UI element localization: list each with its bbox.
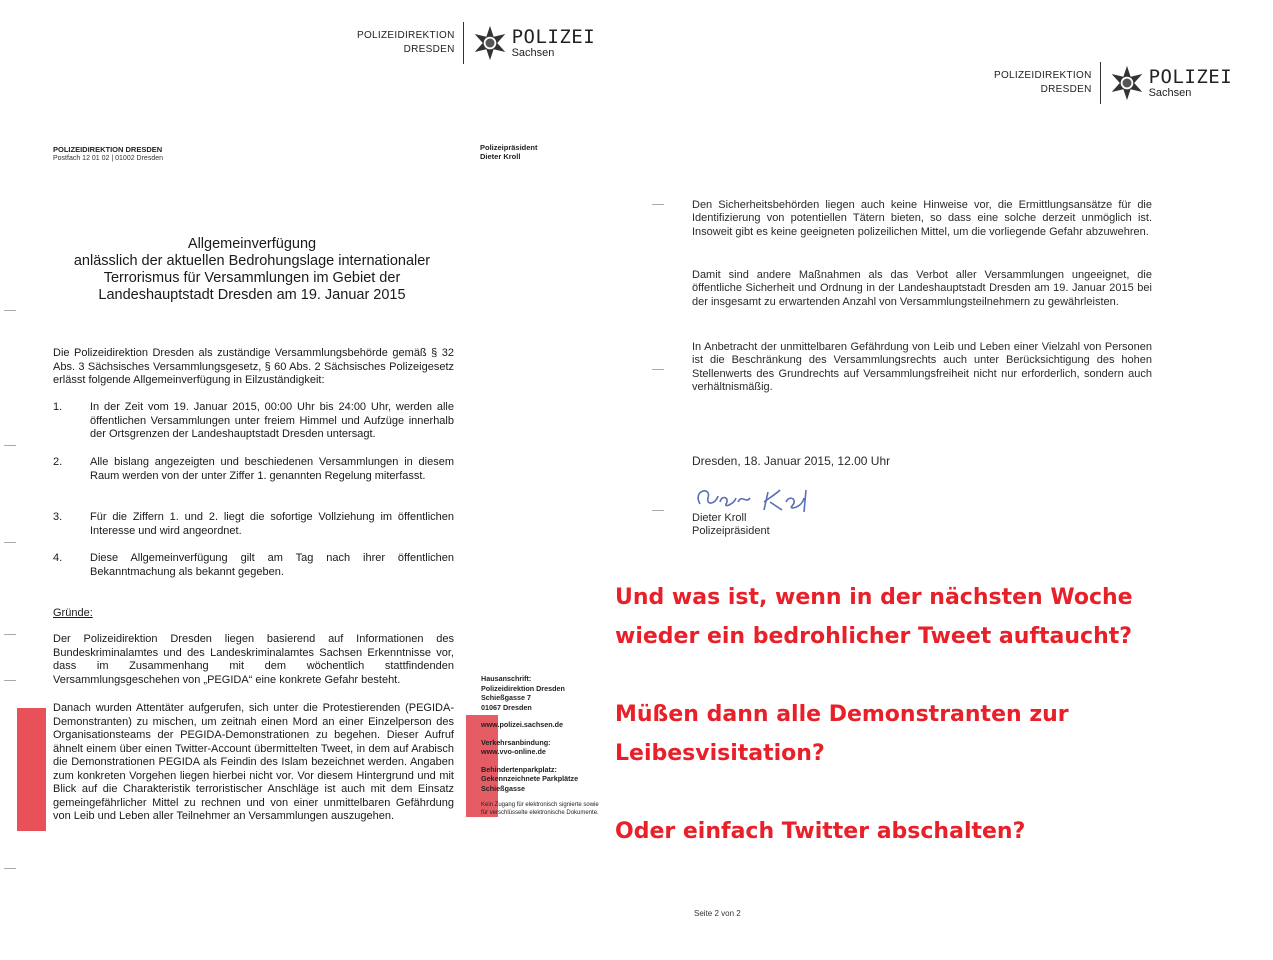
parking-line-1: Gekennzeichnete Parkplätze: [481, 774, 579, 783]
police-star-icon: [472, 25, 508, 61]
signer-name: Dieter Kroll: [692, 512, 747, 524]
list-item-text: In der Zeit vom 19. Januar 2015, 00:00 Uhr bis 24:00 Uhr, werden alle öffentlichen Versammlungen unter freiem Himmel und Aufzüge innerhalb der Ortsgrenzen der Landeshauptstadt Dresden untersagt.: [90, 401, 454, 440]
margin-tick: [4, 680, 16, 681]
page2-date: Dresden, 18. Januar 2015, 12.00 Uhr: [692, 454, 891, 468]
logo-polizei-right: [994, 62, 1232, 104]
signer-block: [692, 512, 770, 539]
question-2-line-1: Müßen dann alle Demonstranten zur: [615, 702, 1069, 727]
website-link[interactable]: www.polizei.sachsen.de: [481, 720, 564, 729]
page2-paragraph-3: In Anbetracht der unmittelbaren Gefährdung von Leib und Leben einer Vielzahl von Personen ist die Beschränkung des Versammlungsrechts auch unter Berücksichtigung des hohen Stellenwerts des Grundrechts auf Versammlungsfreiheit nicht nur erforderlich, sondern auch verhältnismäßig.: [692, 341, 1152, 393]
logo-department-text: [357, 29, 455, 57]
margin-tick: [652, 204, 664, 205]
logo-brand-name: POLIZEI: [1148, 66, 1233, 88]
address-label: Hausanschrift:: [481, 674, 532, 683]
logo-brand-sub: Sachsen: [511, 47, 555, 59]
sender-address: Postfach 12 01 02 | 01002 Dresden: [53, 155, 164, 162]
margin-tick: [652, 369, 664, 370]
list-item-text: Für die Ziffern 1. und 2. liegt die sofortige Vollziehung im öffentlichen Interesse und wird angeordnet.: [90, 511, 454, 537]
police-star-icon: [1109, 65, 1145, 101]
list-item-text: Alle bislang angezeigten und beschiedenen Versammlungen in diesem Raum werden von der unter Ziffer 1. genannten Regelung miterfasst.: [90, 456, 454, 482]
transit-link[interactable]: www.vvo-online.de: [481, 747, 546, 756]
logo-brand: [1149, 67, 1233, 99]
title-line-1: Allgemeinverfügung: [187, 236, 317, 252]
title-line-3: Terrorismus für Versammlungen im Gebiet der: [103, 270, 401, 286]
address-line-3: 01067 Dresden: [481, 702, 532, 712]
list-item-3: [53, 511, 454, 538]
question-1-line-1: Und was ist, wenn in der nächsten Woche: [615, 585, 1133, 610]
president-name: Dieter Kroll: [480, 152, 521, 161]
margin-tick: [652, 510, 664, 511]
title-line-2: anlässlich der aktuellen Bedrohungslage internationaler: [73, 253, 431, 269]
commentary-question-1: [615, 578, 1133, 656]
document-title: [52, 236, 452, 304]
logo-brand-name: POLIZEI: [511, 26, 596, 48]
list-item-number: 2.: [53, 456, 63, 468]
margin-tick: [4, 542, 16, 543]
list-item-number: 3.: [53, 511, 63, 523]
margin-tick: [4, 445, 16, 446]
question-1-line-2: wieder ein bedrohlicher Tweet auftaucht?: [615, 624, 1133, 649]
logo-line-2: DRESDEN: [403, 44, 455, 55]
list-item-1: [53, 401, 454, 442]
logo-brand: [512, 27, 596, 59]
section-heading-gruende: Gründe:: [53, 607, 93, 619]
transit-label: Verkehrsanbindung:: [481, 737, 551, 747]
logo-line-1: POLIZEIDIREKTION: [357, 30, 455, 41]
margin-tick: [4, 634, 16, 635]
logo-line-2: DRESDEN: [1040, 84, 1092, 95]
sidebar-address: [481, 674, 601, 817]
address-line-2: Schießgasse 7: [481, 693, 531, 702]
president-block: [480, 143, 538, 161]
gruende-paragraph-1: Der Polizeidirektion Dresden liegen basierend auf Informationen des Bundeskriminalamtes und des Landeskriminalamtes Sachsen Erkenntnisse vor, dass im Zusammenhang mit dem wöchentlich stattfindenden Versammlungsgeschehen von „PEGIDA“ eine konkrete Gefahr besteht.: [53, 633, 454, 686]
title-line-4: Landeshauptstadt Dresden am 19. Januar 2015: [98, 287, 406, 303]
question-2-line-2: Leibesvisitation?: [615, 741, 825, 766]
list-item-number: 1.: [53, 401, 63, 413]
sidebar-note: Kein Zugang für elektronisch signierte sowie für verschlüsselte elektronische Dokumente.: [481, 802, 599, 816]
logo-department-text: [994, 69, 1092, 97]
gruende-paragraph-2: Danach wurden Attentäter aufgerufen, sich unter die Protestierenden (PEGIDA-Demonstranten) zu mischen, um zeitnah einen Mord an einer Einzelperson des Organisationsteams der PEGIDA-Demonstrationen zu begehen. Dieser Aufruf ähnelt einem über einen Twitter-Account übermittelten Tweet, in dem auf Arabisch die Demonstrationen PEGIDA als Feindin des Islam bezeichnet werden. Angaben zum konkreten Vorgehen liegen hierbei nicht vor. Vor diesem Hintergrund und mit Blick auf die Charakteristik terroristischer Anschläge ist auch mit dem Einsatz gemeingefährlicher Mittel zu rechnen und von einer unmittelbaren Gefährdung von Leib und Leben aller Teilnehmer an Versammlungen auszugehen.: [53, 702, 454, 822]
logo-separator: [463, 22, 464, 64]
list-item-text: Diese Allgemeinverfügung gilt am Tag nach ihrer öffentlichen Bekanntmachung als bekannt gegeben.: [90, 552, 454, 578]
list-item-number: 4.: [53, 552, 63, 564]
logo-line-1: POLIZEIDIREKTION: [994, 70, 1092, 81]
page2-paragraph-2: Damit sind andere Maßnahmen als das Verbot aller Versammlungen ungeeignet, die öffentliche Sicherheit und Ordnung in der Landeshauptstadt Dresden am 19. Januar 2015 bei der insgesamt zu erwartenden Anzahl von Versammlungsteilnehmern zu gewährleisten.: [692, 269, 1152, 308]
page2-paragraph-1: Den Sicherheitsbehörden liegen auch keine Hinweise vor, die Ermittlungsansätze für die Identifizierung von potentiellen Tätern bieten, so dass eine solche derzeit unmöglich ist. Insoweit gibt es keine geeigneten polizeilichen Mittel, um die vorliegende Gefahr abzuwehren.: [692, 199, 1152, 238]
intro-paragraph: Die Polizeidirektion Dresden als zuständige Versammlungsbehörde gemäß § 32 Abs. 3 Sächsisches Versammlungsgesetz, § 60 Abs. 2 Sächsisches Polizeigesetz erlässt folgende Allgemeinverfügung in Eilzuständigkeit:: [53, 347, 454, 386]
question-3-line-1: Oder einfach Twitter abschalten?: [615, 819, 1026, 844]
logo-separator: [1100, 62, 1101, 104]
president-title: Polizeipräsident: [480, 143, 538, 152]
parking-line-2: Schießgasse: [481, 783, 525, 793]
margin-tick: [4, 868, 16, 869]
logo-polizei-left: [357, 22, 595, 64]
page-number: Seite 2 von 2: [694, 909, 741, 918]
logo-brand-sub: Sachsen: [1148, 87, 1192, 99]
parking-label: Behindertenparkplatz:: [481, 764, 557, 774]
commentary-question-3: [615, 812, 1025, 851]
list-item-4: [53, 552, 454, 579]
sender-block: [53, 145, 163, 163]
commentary-question-2: [615, 695, 1069, 773]
signer-title: Polizeipräsident: [692, 525, 770, 538]
highlight-bar: [17, 708, 46, 831]
margin-tick: [4, 310, 16, 311]
sender-name: POLIZEIDIREKTION DRESDEN: [53, 145, 163, 154]
list-item-2: [53, 456, 454, 483]
address-line-1: Polizeidirektion Dresden: [481, 683, 565, 693]
